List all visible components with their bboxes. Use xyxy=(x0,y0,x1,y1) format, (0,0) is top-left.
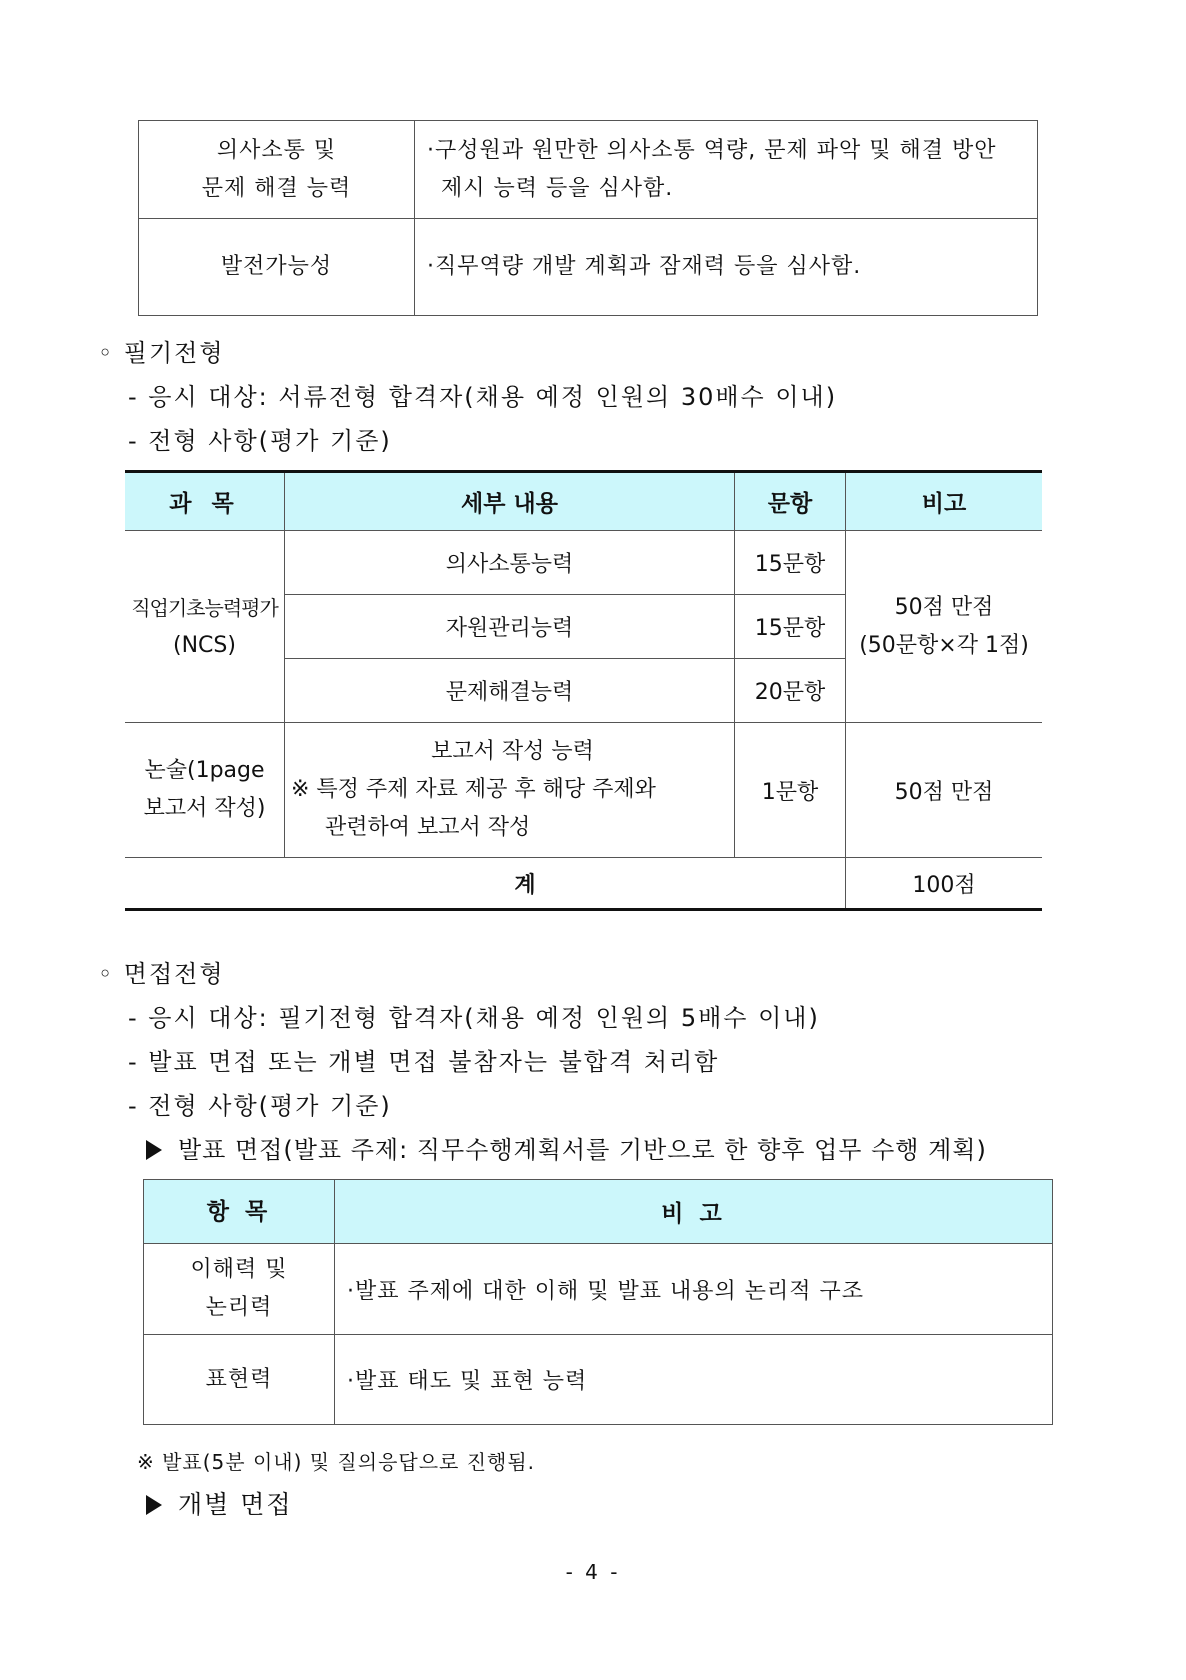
table-row xyxy=(125,531,1042,595)
header-count: 문항 xyxy=(735,472,846,531)
note-text: 50점 만점 xyxy=(894,594,994,620)
table-total-row xyxy=(125,858,1042,910)
item-label: 문제 해결 능력 xyxy=(201,175,352,201)
item-cell xyxy=(144,1244,335,1335)
interview-table xyxy=(143,1179,1053,1425)
item-label: 이해력 및 xyxy=(190,1257,288,1282)
interview-target: - 응시 대상: 필기전형 합격자(채용 예정 인원의 5배수 이내) xyxy=(128,1004,820,1032)
desc-text: ·발표 주제에 대한 이해 및 발표 내용의 논리적 구조 xyxy=(335,1244,1053,1335)
page-number: - 4 - xyxy=(565,1560,621,1584)
subject-label: 보고서 작성) xyxy=(143,796,266,821)
triangle-bullet-icon xyxy=(146,1495,162,1515)
table-header-row xyxy=(125,472,1042,531)
count-cell: 15문항 xyxy=(735,595,846,659)
item-label: 의사소통 및 xyxy=(216,137,337,163)
detail-cell: 자원관리능력 xyxy=(285,595,735,659)
count-cell: 15문항 xyxy=(735,531,846,595)
individual-title-text: 개별 면접 xyxy=(178,1490,293,1519)
written-exam-heading: ◦ 필기전형 xyxy=(98,339,225,367)
table-header-row xyxy=(144,1180,1053,1244)
detail-cell: 의사소통능력 xyxy=(285,531,735,595)
essay-subject-cell xyxy=(125,723,285,858)
table-row xyxy=(139,121,1038,219)
table-row xyxy=(139,219,1038,316)
interview-note: ※ 발표(5분 이내) 및 질의응답으로 진행됨. xyxy=(137,1450,536,1474)
individual-interview-title xyxy=(146,1485,293,1521)
desc-text: ·직무역량 개발 계획과 잠재력 등을 심사함. xyxy=(415,219,1038,316)
header-detail: 세부 내용 xyxy=(285,472,735,531)
note-cell: 50점 만점 xyxy=(846,723,1043,858)
desc-cell xyxy=(415,121,1038,219)
item-label: 표현력 xyxy=(144,1335,335,1425)
presentation-title xyxy=(146,1130,987,1165)
header-note: 비고 xyxy=(846,472,1043,531)
header-note: 비 고 xyxy=(335,1180,1053,1244)
item-label: 발전가능성 xyxy=(139,219,415,316)
subject-label: (NCS) xyxy=(173,632,236,658)
subject-label: 직업기초능력평가 xyxy=(131,595,278,620)
subject-label: 논술(1page xyxy=(144,758,265,783)
header-subject: 과 목 xyxy=(125,472,285,531)
desc-text: ·구성원과 원만한 의사소통 역량, 문제 파악 및 해결 방안 xyxy=(427,137,997,163)
table-row xyxy=(125,723,1042,858)
evaluation-table-top xyxy=(138,120,1038,316)
presentation-title-text: 발표 면접(발표 주제: 직무수행계획서를 기반으로 한 향후 업무 수행 계획) xyxy=(178,1136,987,1164)
written-exam-target: - 응시 대상: 서류전형 합격자(채용 예정 인원의 30배수 이내) xyxy=(128,383,838,411)
count-cell: 20문항 xyxy=(735,659,846,723)
desc-text: 제시 능력 등을 심사함. xyxy=(441,175,674,201)
interview-heading: ◦ 면접전형 xyxy=(98,960,225,988)
detail-text: ※ 특정 주제 자료 제공 후 해당 주제와 xyxy=(291,777,656,802)
interview-criteria: - 전형 사항(평가 기준) xyxy=(128,1092,392,1120)
item-cell xyxy=(139,121,415,219)
desc-text: ·발표 태도 및 표현 능력 xyxy=(335,1335,1053,1425)
interview-absence: - 발표 면접 또는 개별 면접 불참자는 불합격 처리함 xyxy=(128,1048,720,1076)
note-text: (50문항×각 1점) xyxy=(859,632,1029,658)
detail-cell: 문제해결능력 xyxy=(285,659,735,723)
essay-detail-cell xyxy=(285,723,735,858)
header-item: 항 목 xyxy=(144,1180,335,1244)
count-cell: 1문항 xyxy=(735,723,846,858)
total-value: 100점 xyxy=(846,858,1043,910)
detail-text: 보고서 작성 능력 xyxy=(431,739,594,764)
total-label: 계 xyxy=(125,858,846,910)
detail-text: 관련하여 보고서 작성 xyxy=(325,815,531,840)
ncs-note-cell xyxy=(846,531,1043,723)
table-row xyxy=(144,1335,1053,1425)
written-exam-criteria: - 전형 사항(평가 기준) xyxy=(128,427,392,455)
triangle-bullet-icon xyxy=(146,1140,162,1160)
written-exam-table xyxy=(125,470,1042,911)
ncs-subject-cell xyxy=(125,531,285,723)
table-row xyxy=(144,1244,1053,1335)
item-label: 논리력 xyxy=(205,1295,273,1320)
